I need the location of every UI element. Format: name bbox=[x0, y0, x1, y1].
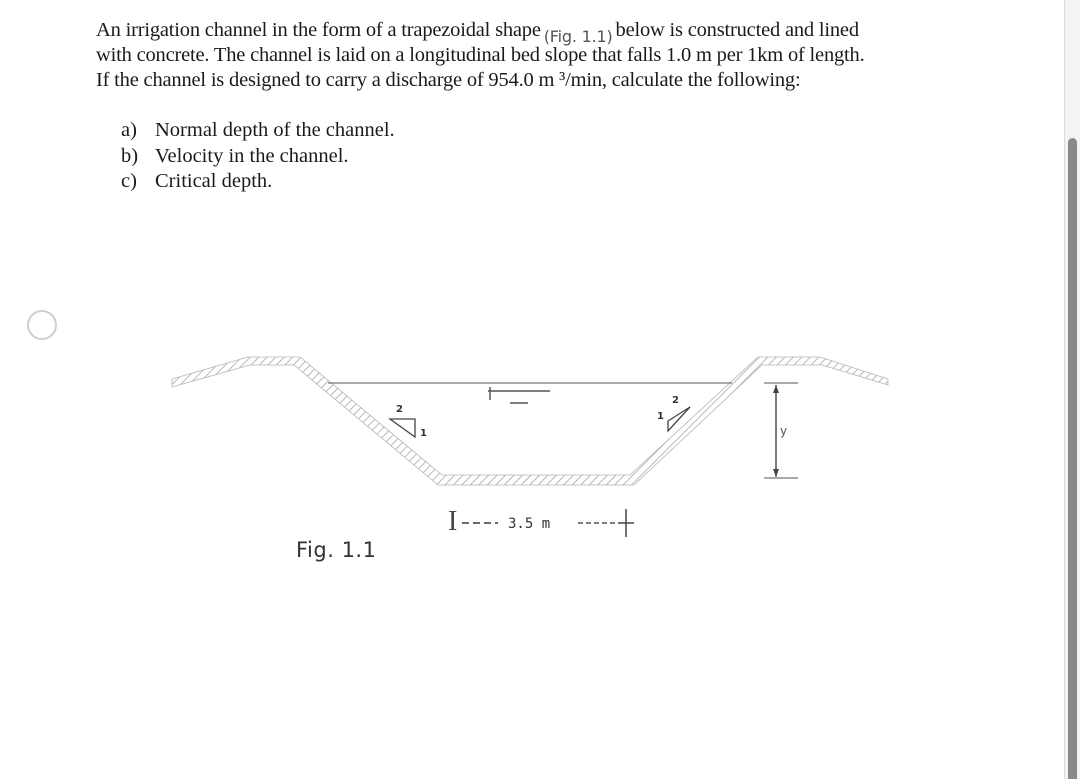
question-marker: c) bbox=[121, 170, 137, 192]
question-item bbox=[121, 144, 395, 170]
scrollbar-thumb[interactable] bbox=[1068, 138, 1077, 779]
depth-label: y bbox=[780, 424, 788, 438]
left-slope-triangle bbox=[390, 419, 415, 437]
bottom-bracket-left: I bbox=[448, 506, 458, 537]
problem-line-3: If the channel is designed to carry a discharge of 954.0 m ³/min, calculate the following: bbox=[96, 69, 801, 91]
right-slope-horizontal-label: 1 bbox=[657, 411, 664, 422]
vertical-scrollbar[interactable] bbox=[1064, 0, 1080, 779]
right-slope-vertical-label: 2 bbox=[672, 395, 679, 406]
radio-button[interactable] bbox=[27, 310, 57, 340]
figure-reference: (Fig. 1.1) bbox=[543, 27, 613, 46]
depth-arrow-head-top bbox=[773, 385, 779, 393]
question-text: Velocity in the channel. bbox=[155, 144, 349, 167]
trapezoidal-channel-figure bbox=[160, 345, 900, 545]
question-list bbox=[121, 118, 395, 195]
left-slope-horizontal-label: 1 bbox=[420, 428, 427, 439]
question-marker: a) bbox=[121, 119, 137, 141]
question-item bbox=[121, 118, 395, 144]
question-text: Critical depth. bbox=[155, 170, 273, 192]
figure-caption: Fig. 1.1 bbox=[296, 538, 377, 562]
problem-line-1 bbox=[96, 18, 946, 46]
question-marker: b) bbox=[121, 144, 139, 167]
depth-arrow-head-bottom bbox=[773, 469, 779, 477]
question-item bbox=[121, 169, 395, 195]
bottom-width-label: 3.5 m bbox=[508, 516, 551, 532]
question-text: Normal depth of the channel. bbox=[155, 119, 395, 141]
left-slope-vertical-label: 2 bbox=[396, 404, 403, 415]
problem-line-1-end: below is constructed and lined bbox=[615, 19, 859, 41]
problem-statement bbox=[96, 18, 946, 93]
problem-line-2: with concrete. The channel is laid on a longitudinal bed slope that falls 1.0 m per 1km of length. bbox=[96, 44, 865, 66]
problem-line-1-start: An irrigation channel in the form of a trapezoidal shape bbox=[96, 19, 541, 41]
channel-lining bbox=[172, 357, 888, 485]
